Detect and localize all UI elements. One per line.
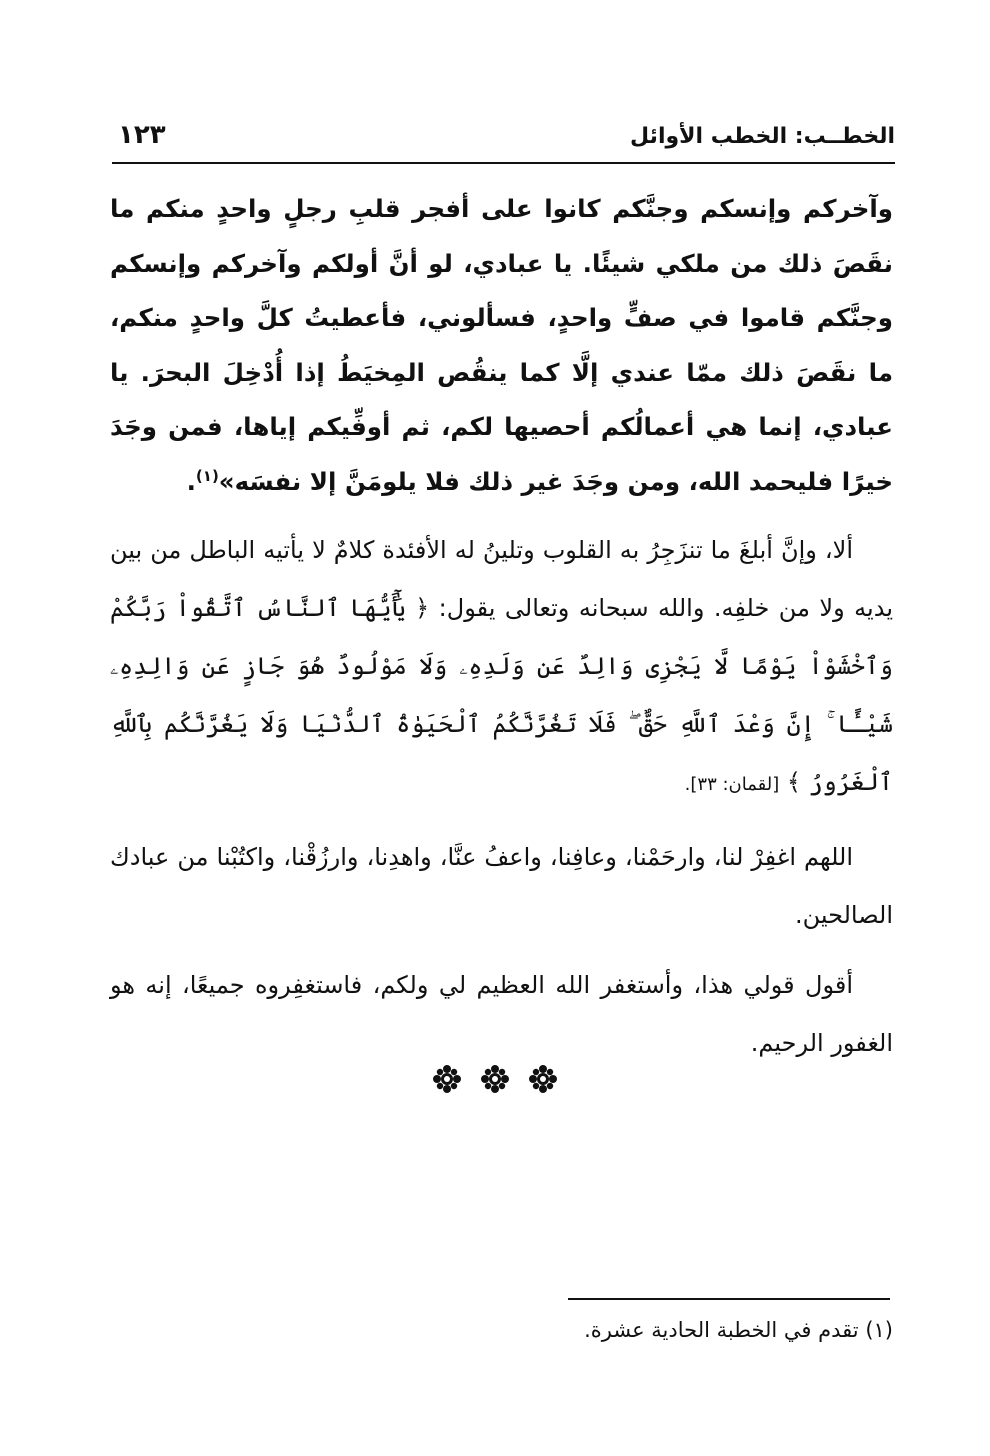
- flower-ornament-icon: [528, 1064, 558, 1094]
- footnote-text: تقدم في الخطبة الحادية عشرة.: [584, 1318, 859, 1342]
- section-divider: [0, 1064, 990, 1104]
- hadith-end-punctuation: .: [186, 466, 196, 496]
- quran-paragraph: [110, 521, 893, 814]
- hadith-text: وآخركم وإنسكم وجنَّكم كانوا على أفجر قلبِ رجلٍ واحدٍ منكم ما نقَصَ ذلك من ملكي شيئًا. يا عبادي، لو أنَّ أولكم وآخركم وإنسكم وجنَّكم قاموا في صفٍّ واحدٍ، فسألوني، فأعطيتُ كلَّ واحدٍ منكم، ما نقَصَ ذلك ممّا عندي إلَّا كما ينقُص المِخيَطُ إذا أُدْخِلَ البحرَ. يا عبادي، إنما هي أعمالُكم أحصيها لكم، ثم أوفِّيكم إياها، فمن وجَدَ خيرًا فليحمد الله، ومن وجَدَ غير ذلك فلا يلومَنَّ إلا نفسَه»: [110, 194, 893, 496]
- page-body: [110, 182, 893, 1072]
- closing-paragraph: أقول قولي هذا، وأستغفر الله العظيم لي ولكم، فاستغفِروه جميعًا، إنه هو الغفور الرحيم.: [110, 971, 893, 1057]
- footnote-separator: [568, 1298, 890, 1300]
- footnote-reference: (١): [195, 466, 219, 485]
- running-header: [112, 118, 895, 164]
- flower-ornament-icon: [480, 1064, 510, 1094]
- quran-intro: ألا، وإنَّ أبلغَ ما تنزَجِرُ به القلوب وتلينُ له الأفئدة كلامٌ لا يأتيه الباطل من بين يديه ولا من خلفِه. والله سبحانه وتعالى يقول:: [110, 536, 893, 622]
- hadith-paragraph: [110, 182, 893, 509]
- quran-verse: ﴿ يَٰٓأَيُّهَا ٱلنَّاسُ ٱتَّقُواْ رَبَّكُمْ وَٱخْشَوْاْ يَوْمًا لَّا يَجْزِى وَالِدٌ عَن وَلَدِهِۦ وَلَا مَوْلُودٌ هُوَ جَازٍ عَن وَالِدِهِۦ شَيْـًٔا ۚ إِنَّ وَعْدَ ٱللَّهِ حَقٌّ ۖ فَلَا تَغُرَّنَّكُمُ ٱلْحَيَوٰةُ ٱلدُّنْيَا وَلَا يَغُرَّنَّكُم بِٱللَّهِ ٱلْغَرُورُ ﴾: [110, 594, 893, 796]
- flower-ornament-icon: [432, 1064, 462, 1094]
- footnote-marker: (١): [865, 1318, 893, 1342]
- header-title: الخطــب: الخطب الأوائل: [630, 124, 895, 149]
- supplication-paragraph: اللهم اغفِرْ لنا، وارحَمْنا، وعافِنا، واعفُ عنَّا، واهدِنا، وارزُقْنا، واكتُبْنا من عبادك الصالحين.: [110, 843, 893, 929]
- footnote: [584, 1318, 893, 1342]
- page-number: ١٢٣: [118, 120, 166, 150]
- verse-reference: [لقمان: ٣٣].: [684, 774, 780, 795]
